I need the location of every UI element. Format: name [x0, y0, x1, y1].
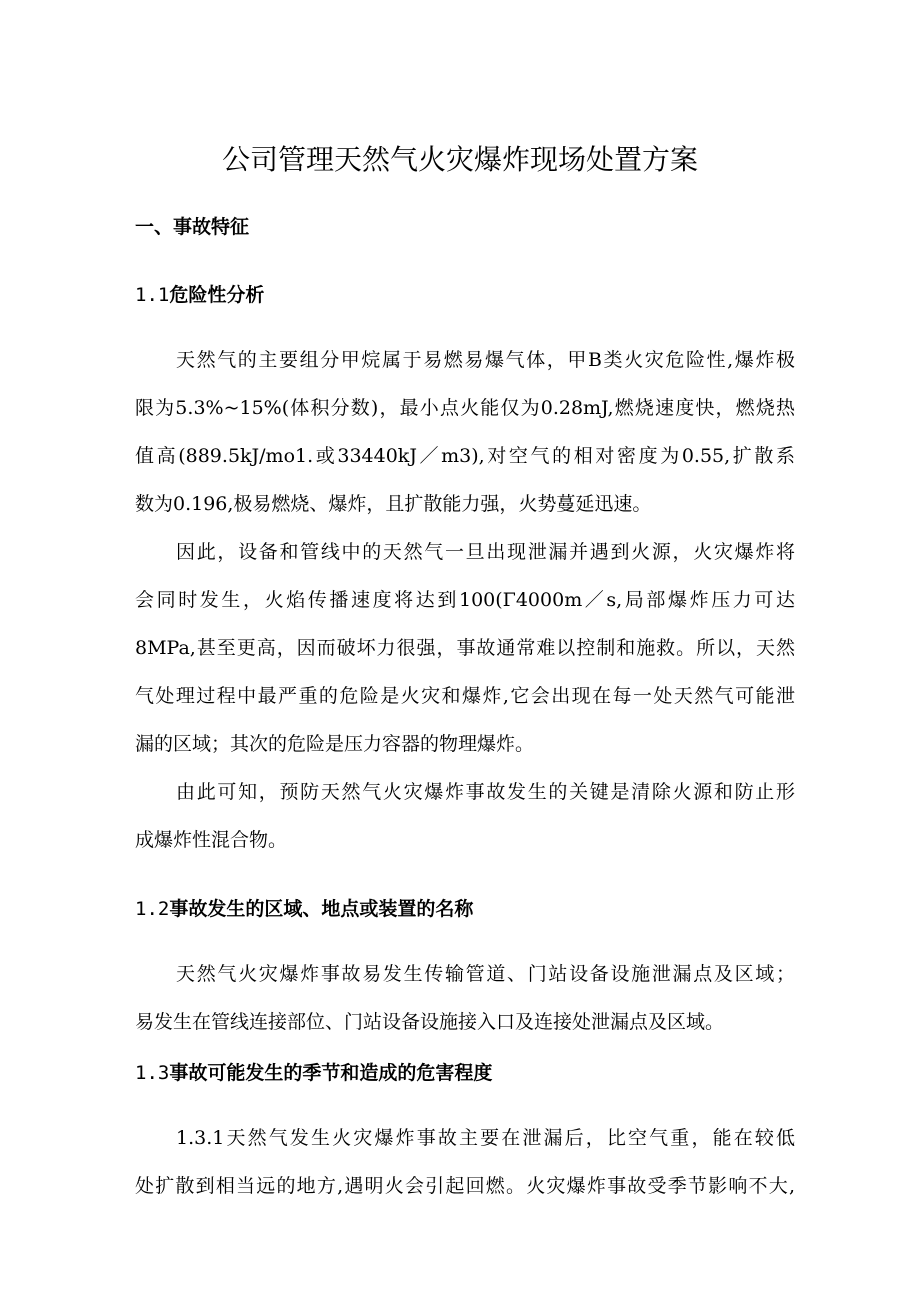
paragraph-line: 由此可知，预防天然气火灾爆炸事故发生的关键是清除火源和防止形	[176, 781, 795, 803]
paragraph-line: 因此，设备和管线中的天然气一旦出现泄漏并遇到火源，火灾爆炸将	[176, 541, 795, 563]
subsection-heading-1-2	[135, 894, 795, 924]
paragraph-hazard-analysis	[135, 336, 795, 528]
paragraph-line: 限为5.3%~15%(体积分数)，最小点火能仅为0.28mJ,燃烧速度快，燃烧热	[135, 397, 795, 419]
section-heading-1-text: 一、事故特征	[135, 216, 250, 238]
subsection-title: 事故可能发生的季节和造成的危害程度	[169, 1062, 493, 1084]
paragraph-line: 成爆炸性混合物。	[135, 829, 288, 851]
paragraph-line: 易发生在管线连接部位、门站设备设施接入口及连接处泄漏点及区域。	[135, 1011, 725, 1033]
paragraph-fire-explosion	[135, 528, 795, 768]
paragraph-line: 气处理过程中最严重的危险是火灾和爆炸,它会出现在每一处天然气可能泄	[135, 685, 795, 707]
paragraph-line: 8MPa,甚至更高，因而破坏力很强，事故通常难以控制和施救。所以，天然	[135, 637, 795, 659]
subsection-title: 危险性分析	[169, 284, 265, 306]
paragraph-line: 处扩散到相当远的地方,遇明火会引起回燃。火灾爆炸事故受季节影响不大,	[135, 1175, 795, 1197]
subsection-title: 事故发生的区域、地点或装置的名称	[169, 898, 474, 920]
paragraph-line: 漏的区域；其次的危险是压力容器的物理爆炸。	[135, 733, 535, 755]
paragraph-line: 值高(889.5kJ/mo1.或33440kJ／m3),对空气的相对密度为0.55,扩散系	[135, 445, 795, 467]
paragraph-season-hazard	[135, 1114, 795, 1210]
paragraph-line: 天然气的主要组分甲烷属于易燃易爆气体，甲B类火灾危险性,爆炸极	[176, 349, 795, 371]
paragraph-accident-locations	[135, 950, 795, 1046]
subsection-number: 1.3	[135, 1062, 170, 1084]
subsection-number: 1.1	[135, 284, 170, 306]
subsection-number: 1.2	[135, 898, 170, 920]
paragraph-line: 天然气火灾爆炸事故易发生传输管道、门站设备设施泄漏点及区域；	[176, 963, 795, 985]
subsection-heading-1-1	[135, 280, 795, 310]
paragraph-prevention	[135, 768, 795, 864]
document-title: 公司管理天然气火灾爆炸现场处置方案	[221, 143, 698, 176]
subsection-heading-1-3	[135, 1058, 795, 1088]
paragraph-line: 1.3.1天然气发生火灾爆炸事故主要在泄漏后，比空气重，能在较低	[176, 1127, 795, 1149]
paragraph-line: 数为0.196,极易燃烧、爆炸，且扩散能力强，火势蔓延迅速。	[135, 493, 652, 515]
section-heading-1	[135, 212, 795, 242]
paragraph-line: 会同时发生，火焰传播速度将达到100(Γ4000m／s,局部爆炸压力可达	[135, 589, 795, 611]
